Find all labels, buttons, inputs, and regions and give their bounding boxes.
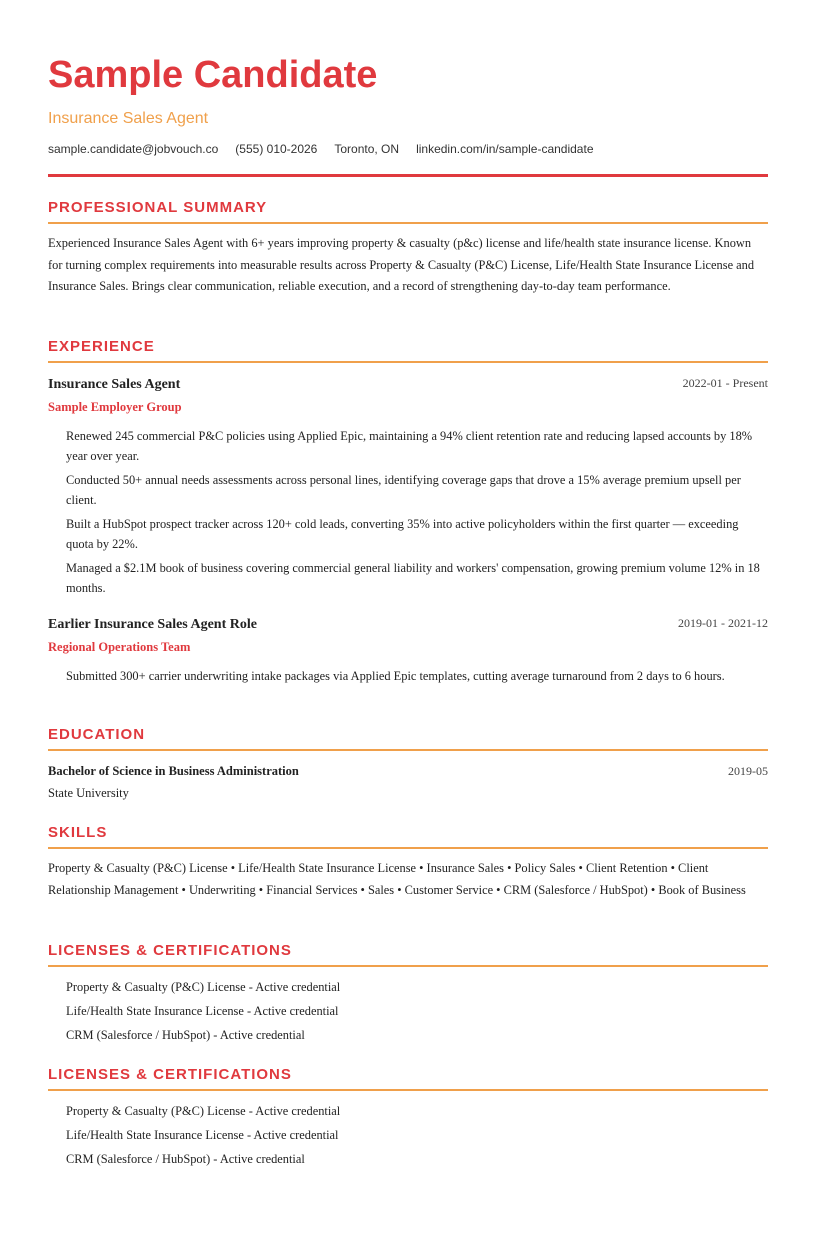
licenses-list: [66, 977, 766, 1049]
education-divider: [48, 749, 768, 751]
job-bullets: [66, 426, 766, 602]
job-dates: 2022-01 - Present: [682, 376, 768, 390]
licenses-heading: LICENSES & CERTIFICATIONS: [48, 1066, 292, 1083]
skills-text: Property & Casualty (P&C) License • Life/Health State Insurance License • Insurance Sales • Policy Sales • Client Retention • Client Relationship Management • Underwriting • Financial Services • Sales • Customer Service • CRM (Salesforce / HubSpot) • Book of Business: [48, 861, 746, 897]
license-item: Life/Health State Insurance License - Active credential: [66, 1128, 339, 1142]
header-divider: [48, 174, 768, 177]
education-heading: EDUCATION: [48, 726, 146, 743]
job-bullet: Managed a $2.1M book of business covering commercial general liability and workers' compensation, growing premium volume 12% in 18 months.: [66, 561, 760, 595]
job-bullet: Conducted 50+ annual needs assessments across personal lines, identifying coverage gaps that drove a 15% average premium upsell per client.: [66, 473, 741, 507]
job-bullet: Renewed 245 commercial P&C policies using Applied Epic, maintaining a 94% client retention rate and reducing lapsed accounts by 18% year over year.: [66, 429, 753, 463]
licenses-divider: [48, 1089, 768, 1091]
contact-line: [48, 142, 611, 156]
license-item: CRM (Salesforce / HubSpot) - Active credential: [66, 1152, 305, 1166]
license-item: CRM (Salesforce / HubSpot) - Active credential: [66, 1028, 305, 1042]
summary-divider: [48, 222, 768, 224]
experience-heading: EXPERIENCE: [48, 338, 155, 355]
job-title: Insurance Sales Agent: [48, 377, 181, 392]
candidate-title: Insurance Sales Agent: [48, 110, 209, 127]
license-item: Property & Casualty (P&C) License - Active credential: [66, 980, 341, 994]
job-dates: 2019-01 - 2021-12: [678, 616, 768, 630]
job-employer: Sample Employer Group: [48, 400, 182, 414]
education-date: 2019-05: [728, 764, 768, 778]
experience-divider: [48, 361, 768, 363]
license-item: Property & Casualty (P&C) License - Active credential: [66, 1104, 341, 1118]
job-bullet: Built a HubSpot prospect tracker across 120+ cold leads, converting 35% into active policyholders within the first quarter — exceeding quota by 22%.: [66, 517, 739, 551]
job-bullet: Submitted 300+ carrier underwriting intake packages via Applied Epic templates, cutting average turnaround from 2 days to 6 hours.: [66, 669, 725, 683]
skills-heading: SKILLS: [48, 824, 108, 841]
license-item: Life/Health State Insurance License - Active credential: [66, 1004, 339, 1018]
contact-phone: (555) 010-2026: [235, 142, 318, 156]
summary-heading: PROFESSIONAL SUMMARY: [48, 199, 268, 216]
education-degree: Bachelor of Science in Business Administration: [48, 764, 299, 778]
contact-location: Toronto, ON: [334, 142, 400, 156]
job-employer: Regional Operations Team: [48, 640, 191, 654]
contact-email[interactable]: sample.candidate@jobvouch.co: [48, 142, 219, 156]
licenses-list: [66, 1101, 766, 1173]
job-title: Earlier Insurance Sales Agent Role: [48, 617, 257, 632]
candidate-name: Sample Candidate: [48, 54, 378, 96]
skills-divider: [48, 847, 768, 849]
job-bullets: [66, 666, 766, 690]
licenses-divider: [48, 965, 768, 967]
summary-text: Experienced Insurance Sales Agent with 6+ years improving property & casualty (p&c) license and life/health state insurance license. Known for turning complex requirements into measurable results across Property & Casualty (P&C) License, Life/Health State Insurance License and Insurance Sales. Brings clear communication, reliable execution, and a record of strengthening day-to-day team performance.: [48, 236, 755, 293]
education-school: State University: [48, 786, 129, 800]
licenses-heading: LICENSES & CERTIFICATIONS: [48, 942, 292, 959]
contact-linkedin[interactable]: linkedin.com/in/sample-candidate: [416, 142, 594, 156]
